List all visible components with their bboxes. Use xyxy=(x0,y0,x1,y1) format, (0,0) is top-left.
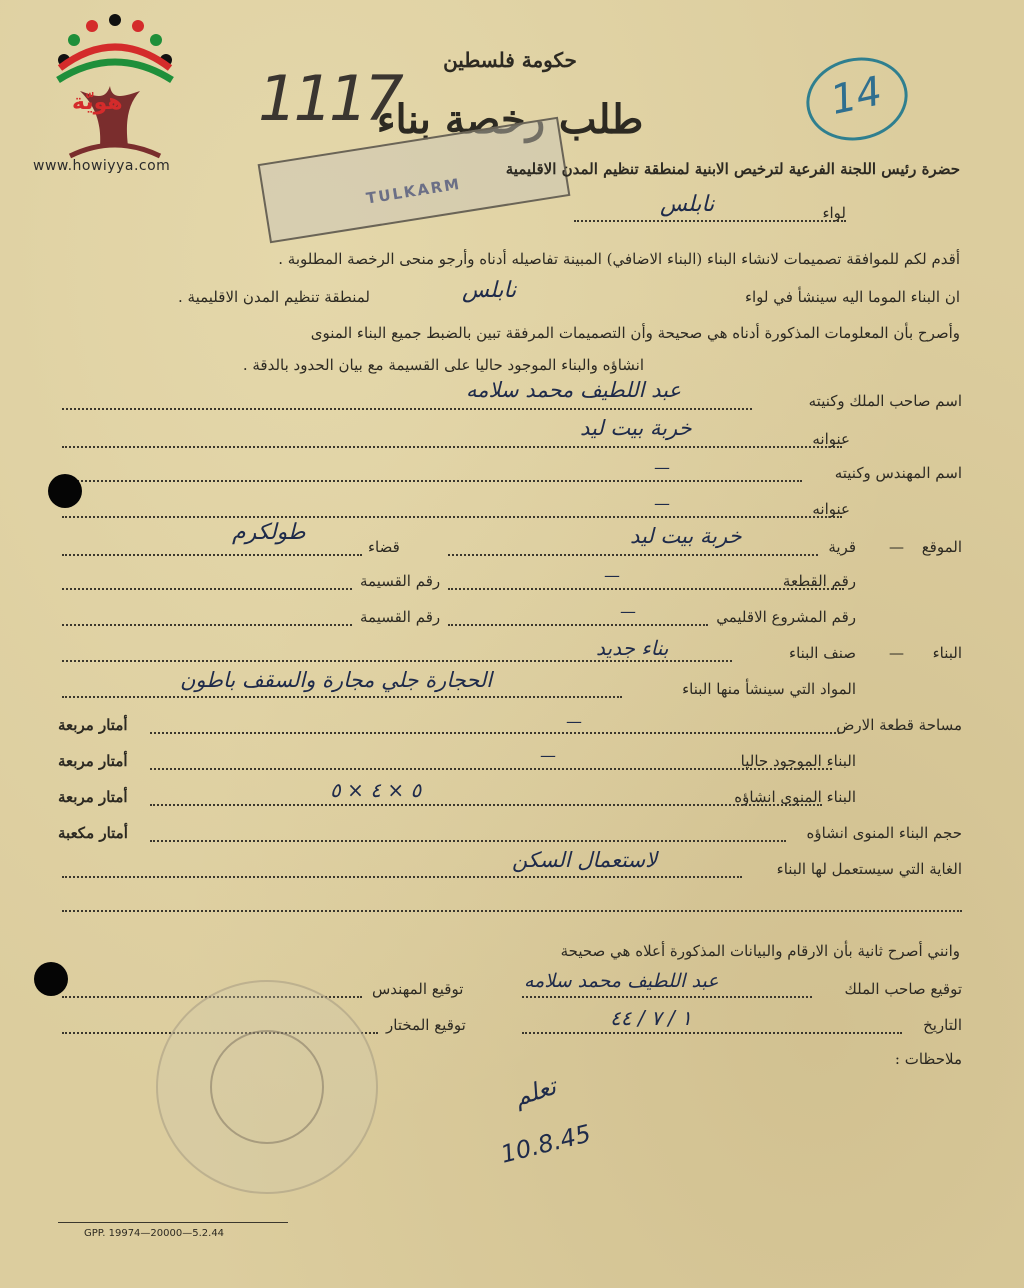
people-circle-icon xyxy=(58,14,172,80)
existing-building-label: البناء الموجود حاليا xyxy=(740,752,856,770)
page-title: طلب رخصة بناء xyxy=(376,96,644,143)
engineer-name-value: — xyxy=(654,458,670,477)
purpose-label: الغاية التي سيستعمل لها البناء xyxy=(776,860,962,878)
owner-address-label: عنوانه xyxy=(812,430,850,448)
engineer-address-value: — xyxy=(654,494,670,513)
volume-unit: أمتار مكعبة xyxy=(58,824,128,842)
purpose-value: لاستعمال السكن xyxy=(512,848,658,872)
plot-label: رقم القسيمة xyxy=(360,572,441,590)
land-area-value: — xyxy=(566,712,582,731)
plot-label-2: رقم القسيمة xyxy=(360,608,441,626)
annotation-line-2: 10.8.45 xyxy=(497,1119,594,1169)
date-value: ١ / ٧ / ٤٤ xyxy=(610,1006,692,1030)
owner-address-value: خربة بيت ليد xyxy=(580,416,692,440)
existing-building-value: — xyxy=(540,746,556,765)
liwa-value: نابلس xyxy=(660,192,715,217)
mukhtar-signature-label: توقيع المختار xyxy=(386,1016,466,1034)
logo-label: هويّة xyxy=(72,90,123,115)
district-value: طولكرم xyxy=(232,520,306,545)
building-label: البناء xyxy=(932,644,962,662)
annotation-line-1: تعلم xyxy=(510,1072,560,1112)
logo-website[interactable]: www.howiyya.com xyxy=(33,158,171,174)
notes-label: ملاحظات : xyxy=(894,1050,962,1068)
addressee-line: حضرة رئيس اللجنة الفرعية لترخيص الابنية لمنطقة تنظيم المدن الاقليمية xyxy=(505,160,960,178)
location-label: الموقع xyxy=(921,538,962,556)
village-value: خربة بيت ليد xyxy=(630,524,742,548)
intro-line-2-prefix: ان البناء الموما اليه سينشأ في لواء xyxy=(744,288,960,306)
owner-name-value: عبد اللطيف محمد سلامه xyxy=(466,378,682,402)
page-number: 14 xyxy=(826,68,887,124)
owner-signature-label: توقيع صاحب الملك xyxy=(844,980,962,998)
engineer-signature-label: توقيع المهندس xyxy=(372,980,464,998)
land-area-unit: أمتار مربعة xyxy=(58,716,128,734)
intro-line-2-value: نابلس xyxy=(462,278,517,303)
regional-project-value: — xyxy=(620,602,636,621)
proposed-building-label: البناء المنوى انشاؤه xyxy=(734,788,856,806)
footer-rule xyxy=(58,1222,288,1223)
proposed-building-unit: أمتار مربعة xyxy=(58,788,128,806)
intro-line-3: وأصرح بأن المعلومات المذكورة أدناه هي صحيحة وأن التصميمات المرفقة تبين بالضبط جميع البناء المنوى xyxy=(310,324,960,342)
intro-line-1: أقدم لكم للموافقة تصميمات لانشاء البناء (البناء الاضافي) المبينة تفاصيله أدناه وأرجو منحى الرخصة المطلوبة . xyxy=(278,250,960,268)
government-heading: حكومة فلسطين xyxy=(443,48,577,72)
district-label: قضاء xyxy=(368,538,400,556)
owner-name-label: اسم صاحب الملك وكنيته xyxy=(808,392,962,410)
land-area-label: مساحة قطعة الارض xyxy=(836,716,962,734)
print-code: GPP. 19974—20000—5.2.44 xyxy=(84,1228,225,1239)
parcel-label: رقم القطعة xyxy=(782,572,856,590)
file-number: 1117 xyxy=(258,62,400,135)
engineer-name-label: اسم المهندس وكنيته xyxy=(834,464,962,482)
proposed-building-value: ٥ × ٤ × ٥ xyxy=(330,778,422,802)
owner-signature-value: عبد اللطيف محمد سلامه xyxy=(524,970,719,992)
building-dash: — xyxy=(889,644,904,662)
building-type-label: صنف البناء xyxy=(789,644,856,662)
faded-seal-inner xyxy=(210,1030,324,1144)
regional-project-label: رقم المشروع الاقليمي xyxy=(716,608,856,626)
intro-line-4: انشاؤه والبناء الموجود حاليا على القسيمة مع بيان الحدود بالدقة . xyxy=(242,356,644,374)
village-label: قرية xyxy=(828,538,856,556)
engineer-address-label: عنوانه xyxy=(812,500,850,518)
intro-line-2-suffix: لمنطقة تنظيم المدن الاقليمية . xyxy=(178,288,370,306)
materials-value: الحجارة جلي مجارة والسقف باطون xyxy=(180,668,493,692)
existing-building-unit: أمتار مربعة xyxy=(58,752,128,770)
materials-label: المواد التي سينشأ منها البناء xyxy=(682,680,856,698)
volume-label: حجم البناء المنوى انشاؤه xyxy=(806,824,962,842)
building-type-value: بناء جديد xyxy=(596,636,669,660)
date-label: التاريخ xyxy=(923,1016,962,1034)
liwa-label: لواء xyxy=(822,204,846,222)
punch-hole-top xyxy=(48,474,82,508)
punch-hole-bottom xyxy=(34,962,68,996)
declaration-text: وانني أصرح ثانية بأن الارقام والبيانات المذكورة أعلاه هي صحيحة xyxy=(560,942,960,960)
stamp-text: TULKARM xyxy=(364,174,463,208)
parcel-value: — xyxy=(604,566,620,585)
location-dash: — xyxy=(889,538,904,556)
